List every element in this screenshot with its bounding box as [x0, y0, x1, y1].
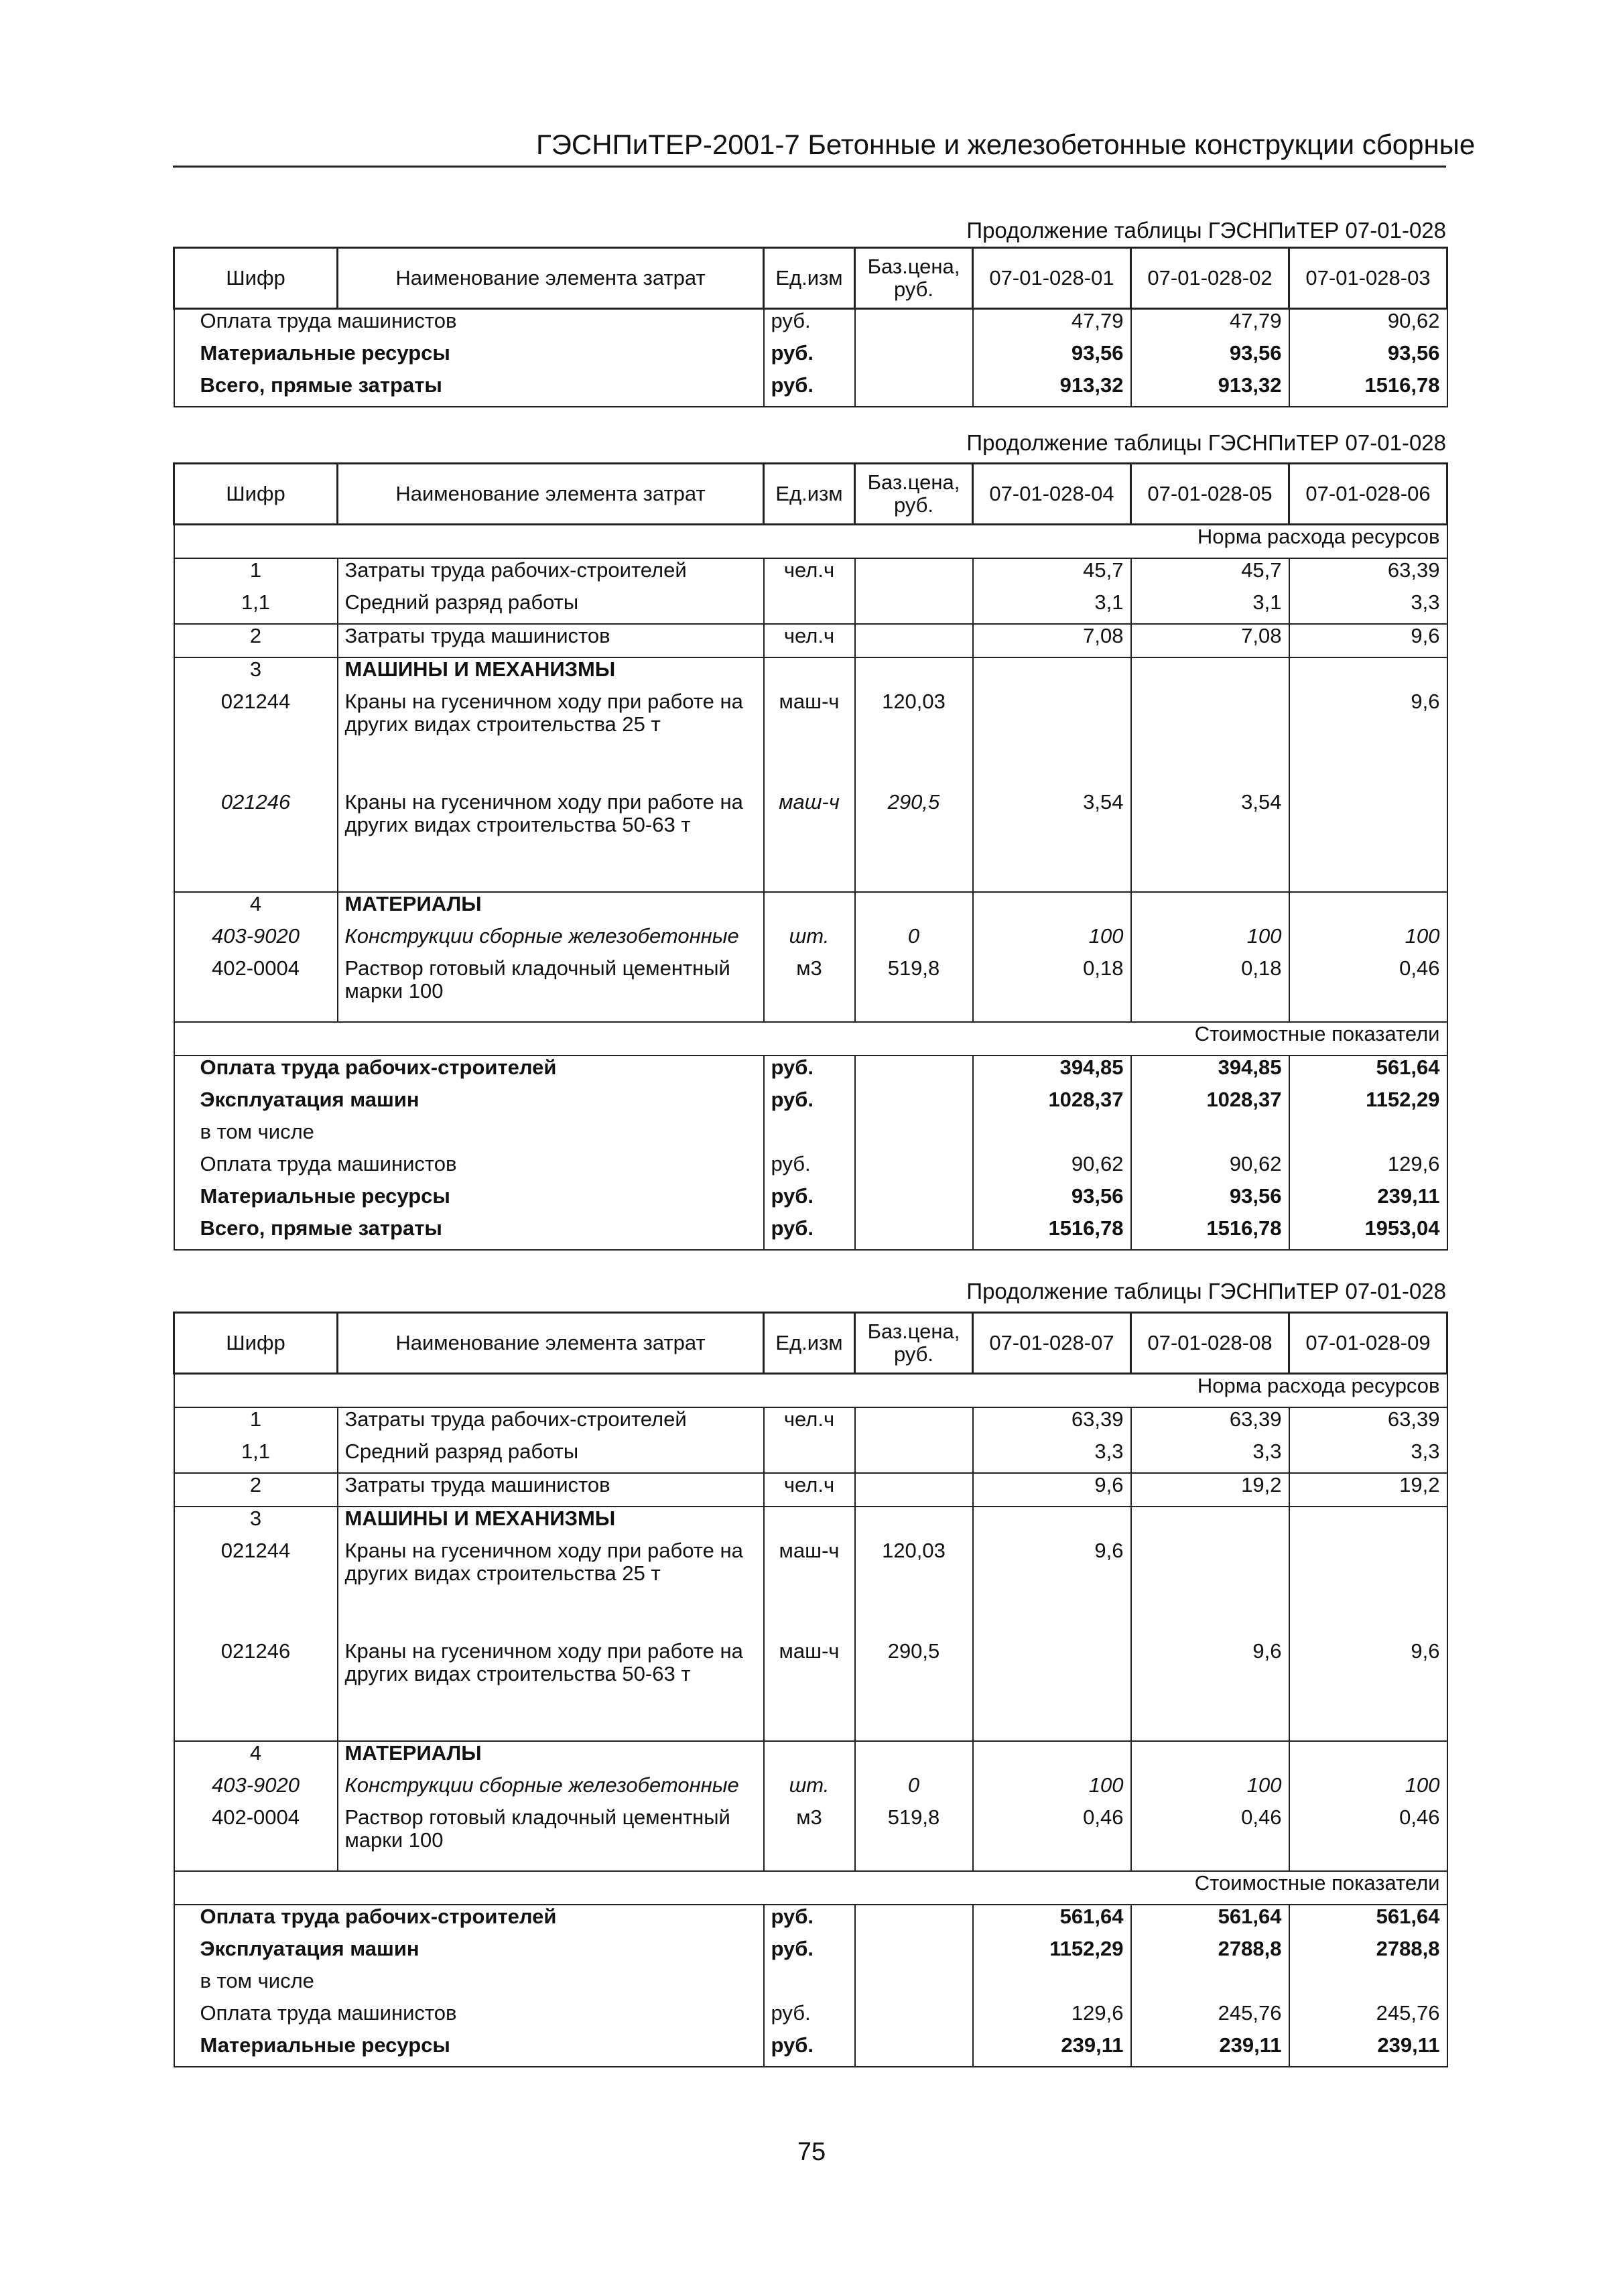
header-col1: 07-01-028-04: [973, 464, 1131, 525]
total-v1: 561,64: [973, 1905, 1131, 1937]
total-v3: 561,64: [1289, 1056, 1447, 1088]
header-price: Баз.цена, руб.: [855, 1313, 973, 1374]
row-price: 0: [855, 1774, 973, 1806]
row-v2: 47,79: [1131, 309, 1289, 342]
total-v1: 90,62: [973, 1153, 1131, 1185]
total-row: [174, 1121, 1447, 1153]
total-v1: 93,56: [973, 1185, 1131, 1217]
row-name: Краны на гусеничном ходу при работе на других видах строительства 50-63 т: [338, 1640, 764, 1741]
total-v2: 93,56: [1131, 1185, 1289, 1217]
total-name: Материальные ресурсы: [174, 2034, 764, 2067]
row-unit: руб.: [764, 342, 855, 374]
row-code: 021244: [174, 690, 338, 791]
cost-label: Стоимостные показатели: [174, 1871, 1447, 1905]
row-v1: 7,08: [973, 624, 1131, 657]
row-unit: маш-ч: [764, 791, 855, 892]
row-v2: 0,18: [1131, 957, 1289, 1022]
row-name: Конструкции сборные железобетонные: [338, 1774, 764, 1806]
row-v1: 63,39: [973, 1407, 1131, 1440]
row-name: Средний разряд работы: [338, 591, 764, 624]
row-price: 120,03: [855, 1539, 973, 1640]
row-code: 3: [174, 1507, 338, 1539]
row-v3: 93,56: [1289, 342, 1447, 374]
row-unit: чел.ч: [764, 558, 855, 591]
row-unit: маш-ч: [764, 1640, 855, 1741]
row-v3: 9,6: [1289, 624, 1447, 657]
row-code: 4: [174, 892, 338, 925]
row-v3: 63,39: [1289, 1407, 1447, 1440]
header-col3: 07-01-028-03: [1289, 248, 1447, 309]
row-v1: 0,46: [973, 1806, 1131, 1871]
row-v3: 90,62: [1289, 309, 1447, 342]
row-code: 402-0004: [174, 1806, 338, 1871]
row-unit: м3: [764, 957, 855, 1022]
total-unit: руб.: [764, 1088, 855, 1121]
row-name: Конструкции сборные железобетонные: [338, 925, 764, 957]
row-v3: [1289, 1539, 1447, 1640]
total-row: [174, 1217, 1447, 1250]
total-row: [174, 1937, 1447, 1970]
row-code: 2: [174, 624, 338, 657]
row-name: Средний разряд работы: [338, 1440, 764, 1473]
row-name: Краны на гусеничном ходу при работе на других видах строительства 25 т: [338, 1539, 764, 1640]
total-name: Эксплуатация машин: [174, 1088, 764, 1121]
section-row: [174, 1507, 1447, 1539]
row-v2: 63,39: [1131, 1407, 1289, 1440]
total-row: [174, 1153, 1447, 1185]
row-v1: 93,56: [973, 342, 1131, 374]
row-code: 1: [174, 1407, 338, 1440]
total-v2: 561,64: [1131, 1905, 1289, 1937]
header-unit: Ед.изм: [764, 248, 855, 309]
row-v1: 3,54: [973, 791, 1131, 892]
section-row: [174, 1741, 1447, 1774]
total-v2: 394,85: [1131, 1056, 1289, 1088]
total-row: [174, 2034, 1447, 2067]
cost-row: [174, 1871, 1447, 1905]
row-v1: 9,6: [973, 1539, 1131, 1640]
total-unit: руб.: [764, 1185, 855, 1217]
total-unit: руб.: [764, 1937, 855, 1970]
row-v2: 19,2: [1131, 1473, 1289, 1507]
row-name: Всего, прямые затраты: [174, 374, 764, 407]
total-row: [174, 1970, 1447, 2002]
row-code: 402-0004: [174, 957, 338, 1022]
section-title: МАШИНЫ И МЕХАНИЗМЫ: [338, 1507, 764, 1539]
total-v3: 2788,8: [1289, 1937, 1447, 1970]
row-v3: 100: [1289, 925, 1447, 957]
table2: [173, 462, 1448, 1251]
total-name: Оплата труда машинистов: [174, 2002, 764, 2034]
table-row: [174, 1539, 1447, 1640]
total-v2: 239,11: [1131, 2034, 1289, 2067]
row-unit: [764, 591, 855, 624]
row-price: 519,8: [855, 957, 973, 1022]
row-v2: 7,08: [1131, 624, 1289, 657]
row-price: 120,03: [855, 690, 973, 791]
header-unit: Ед.изм: [764, 1313, 855, 1374]
header-col3: 07-01-028-09: [1289, 1313, 1447, 1374]
row-unit: чел.ч: [764, 1473, 855, 1507]
row-code: 403-9020: [174, 925, 338, 957]
total-v2: 245,76: [1131, 2002, 1289, 2034]
table-row: [174, 957, 1447, 1022]
row-v1: 913,32: [973, 374, 1131, 407]
row-unit: чел.ч: [764, 624, 855, 657]
total-v1: 1152,29: [973, 1937, 1131, 1970]
row-v2: 0,46: [1131, 1806, 1289, 1871]
row-name: Затраты труда машинистов: [338, 1473, 764, 1507]
table1-caption: Продолжение таблицы ГЭСНПиТЕР 07-01-028: [966, 218, 1446, 243]
row-v3: 9,6: [1289, 1640, 1447, 1741]
section-title: МАТЕРИАЛЫ: [338, 892, 764, 925]
total-row: [174, 1905, 1447, 1937]
row-code: 2: [174, 1473, 338, 1507]
section-row: [174, 657, 1447, 690]
row-v3: [1289, 791, 1447, 892]
page-number: 75: [797, 2138, 826, 2166]
table-row: [174, 1806, 1447, 1871]
table-row: [174, 374, 1447, 407]
table-row: [174, 925, 1447, 957]
row-name: Краны на гусеничном ходу при работе на других видах строительства 25 т: [338, 690, 764, 791]
row-price: 290,5: [855, 1640, 973, 1741]
header-price: Баз.цена, руб.: [855, 248, 973, 309]
row-unit: шт.: [764, 1774, 855, 1806]
total-unit: руб.: [764, 2034, 855, 2067]
row-v2: [1131, 690, 1289, 791]
row-price: 519,8: [855, 1806, 973, 1871]
row-v1: 47,79: [973, 309, 1131, 342]
row-v1: 0,18: [973, 957, 1131, 1022]
table2-caption: Продолжение таблицы ГЭСНПиТЕР 07-01-028: [966, 430, 1446, 455]
row-name: Затраты труда рабочих-строителей: [338, 558, 764, 591]
header-col1: 07-01-028-07: [973, 1313, 1131, 1374]
row-v2: 9,6: [1131, 1640, 1289, 1741]
row-v3: 63,39: [1289, 558, 1447, 591]
row-unit: [764, 1440, 855, 1473]
header-code: Шифр: [174, 464, 338, 525]
table-row: [174, 690, 1447, 791]
row-unit: м3: [764, 1806, 855, 1871]
header-rule: [173, 166, 1446, 168]
row-v2: 93,56: [1131, 342, 1289, 374]
total-v2: 1516,78: [1131, 1217, 1289, 1250]
total-row: [174, 1056, 1447, 1088]
total-row: [174, 1088, 1447, 1121]
row-v2: 100: [1131, 1774, 1289, 1806]
row-v3: 3,3: [1289, 591, 1447, 624]
total-row: [174, 2002, 1447, 2034]
row-unit: руб.: [764, 374, 855, 407]
table-row: [174, 791, 1447, 892]
table-row: [174, 1440, 1447, 1473]
total-v3: 1152,29: [1289, 1088, 1447, 1121]
cost-label: Стоимостные показатели: [174, 1022, 1447, 1056]
total-unit: руб.: [764, 2002, 855, 2034]
row-code: 3: [174, 657, 338, 690]
header-col2: 07-01-028-02: [1131, 248, 1289, 309]
row-name: Материальные ресурсы: [174, 342, 764, 374]
total-name: Эксплуатация машин: [174, 1937, 764, 1970]
table3-caption: Продолжение таблицы ГЭСНПиТЕР 07-01-028: [966, 1279, 1446, 1303]
row-price: 290,5: [855, 791, 973, 892]
row-code: 4: [174, 1741, 338, 1774]
table3: [173, 1312, 1448, 2067]
section-title: МАШИНЫ И МЕХАНИЗМЫ: [338, 657, 764, 690]
total-v1: 394,85: [973, 1056, 1131, 1088]
total-unit: руб.: [764, 1153, 855, 1185]
header-unit: Ед.изм: [764, 464, 855, 525]
table1-header-row: [174, 248, 1447, 309]
header-code: Шифр: [174, 248, 338, 309]
row-code: 403-9020: [174, 1774, 338, 1806]
total-v3: 239,11: [1289, 1185, 1447, 1217]
table-row: [174, 309, 1447, 342]
row-v3: 1516,78: [1289, 374, 1447, 407]
row-v3: 19,2: [1289, 1473, 1447, 1507]
header-col2: 07-01-028-08: [1131, 1313, 1289, 1374]
row-v2: 3,3: [1131, 1440, 1289, 1473]
row-v3: 3,3: [1289, 1440, 1447, 1473]
header-name: Наименование элемента затрат: [338, 248, 764, 309]
total-v3: 1953,04: [1289, 1217, 1447, 1250]
total-v2: 1028,37: [1131, 1088, 1289, 1121]
row-v1: [973, 1640, 1131, 1741]
row-unit: шт.: [764, 925, 855, 957]
total-name: Материальные ресурсы: [174, 1185, 764, 1217]
header-col2: 07-01-028-05: [1131, 464, 1289, 525]
total-v3: 245,76: [1289, 2002, 1447, 2034]
table-row: [174, 1407, 1447, 1440]
row-name: Краны на гусеничном ходу при работе на других видах строительства 50-63 т: [338, 791, 764, 892]
total-v3: 239,11: [1289, 2034, 1447, 2067]
table-row: [174, 624, 1447, 657]
header-name: Наименование элемента затрат: [338, 464, 764, 525]
table-row: [174, 591, 1447, 624]
total-name: Оплата труда рабочих-строителей: [174, 1905, 764, 1937]
row-v3: 0,46: [1289, 957, 1447, 1022]
row-v1: 100: [973, 925, 1131, 957]
total-name: Оплата труда машинистов: [174, 1153, 764, 1185]
table-row: [174, 1473, 1447, 1507]
norm-label: Норма расхода ресурсов: [174, 525, 1447, 559]
total-v1: 239,11: [973, 2034, 1131, 2067]
row-v2: 3,54: [1131, 791, 1289, 892]
row-price: 0: [855, 925, 973, 957]
row-v1: 3,3: [973, 1440, 1131, 1473]
header-col3: 07-01-028-06: [1289, 464, 1447, 525]
row-v3: 9,6: [1289, 690, 1447, 791]
table1: [173, 247, 1448, 407]
total-v3: 561,64: [1289, 1905, 1447, 1937]
row-v1: 3,1: [973, 591, 1131, 624]
row-v1: 45,7: [973, 558, 1131, 591]
total-v1: 1516,78: [973, 1217, 1131, 1250]
total-name: Оплата труда рабочих-строителей: [174, 1056, 764, 1088]
row-code: 1,1: [174, 591, 338, 624]
row-v1: 100: [973, 1774, 1131, 1806]
header-code: Шифр: [174, 1313, 338, 1374]
total-unit: руб.: [764, 1217, 855, 1250]
row-name: Затраты труда рабочих-строителей: [338, 1407, 764, 1440]
table-row: [174, 1640, 1447, 1741]
table-row: [174, 342, 1447, 374]
row-v2: 3,1: [1131, 591, 1289, 624]
row-v2: 45,7: [1131, 558, 1289, 591]
row-v1: 9,6: [973, 1473, 1131, 1507]
row-v3: 100: [1289, 1774, 1447, 1806]
row-code: 1,1: [174, 1440, 338, 1473]
total-name: в том числе: [174, 1121, 764, 1153]
header-name: Наименование элемента затрат: [338, 1313, 764, 1374]
row-name: Оплата труда машинистов: [174, 309, 764, 342]
total-row: [174, 1185, 1447, 1217]
row-name: Затраты труда машинистов: [338, 624, 764, 657]
row-unit: маш-ч: [764, 690, 855, 791]
total-v1: 129,6: [973, 2002, 1131, 2034]
row-code: 1: [174, 558, 338, 591]
cost-row: [174, 1022, 1447, 1056]
total-unit: руб.: [764, 1056, 855, 1088]
table-row: [174, 1774, 1447, 1806]
norm-label: Норма расхода ресурсов: [174, 1374, 1447, 1408]
row-v3: 0,46: [1289, 1806, 1447, 1871]
norm-row: [174, 1374, 1447, 1408]
total-v2: 2788,8: [1131, 1937, 1289, 1970]
section-row: [174, 892, 1447, 925]
page-header: ГЭСНПиТЕР-2001-7 Бетонные и железобетонные конструкции сборные: [536, 129, 1476, 160]
table-row: [174, 558, 1447, 591]
row-code: 021244: [174, 1539, 338, 1640]
total-v2: 90,62: [1131, 1153, 1289, 1185]
row-v1: [973, 690, 1131, 791]
row-unit: маш-ч: [764, 1539, 855, 1640]
total-unit: руб.: [764, 1905, 855, 1937]
row-unit: чел.ч: [764, 1407, 855, 1440]
total-name: в том числе: [174, 1970, 764, 2002]
row-code: 021246: [174, 1640, 338, 1741]
row-v2: 913,32: [1131, 374, 1289, 407]
row-unit: руб.: [764, 309, 855, 342]
table3-header-row: [174, 1313, 1447, 1374]
total-name: Всего, прямые затраты: [174, 1217, 764, 1250]
header-price: Баз.цена, руб.: [855, 464, 973, 525]
total-v1: 1028,37: [973, 1088, 1131, 1121]
header-col1: 07-01-028-01: [973, 248, 1131, 309]
total-v3: 129,6: [1289, 1153, 1447, 1185]
row-code: 021246: [174, 791, 338, 892]
table2-header-row: [174, 464, 1447, 525]
section-title: МАТЕРИАЛЫ: [338, 1741, 764, 1774]
norm-row: [174, 525, 1447, 559]
row-v2: 100: [1131, 925, 1289, 957]
row-v2: [1131, 1539, 1289, 1640]
row-name: Раствор готовый кладочный цементный марки 100: [338, 1806, 764, 1871]
row-name: Раствор готовый кладочный цементный марки 100: [338, 957, 764, 1022]
